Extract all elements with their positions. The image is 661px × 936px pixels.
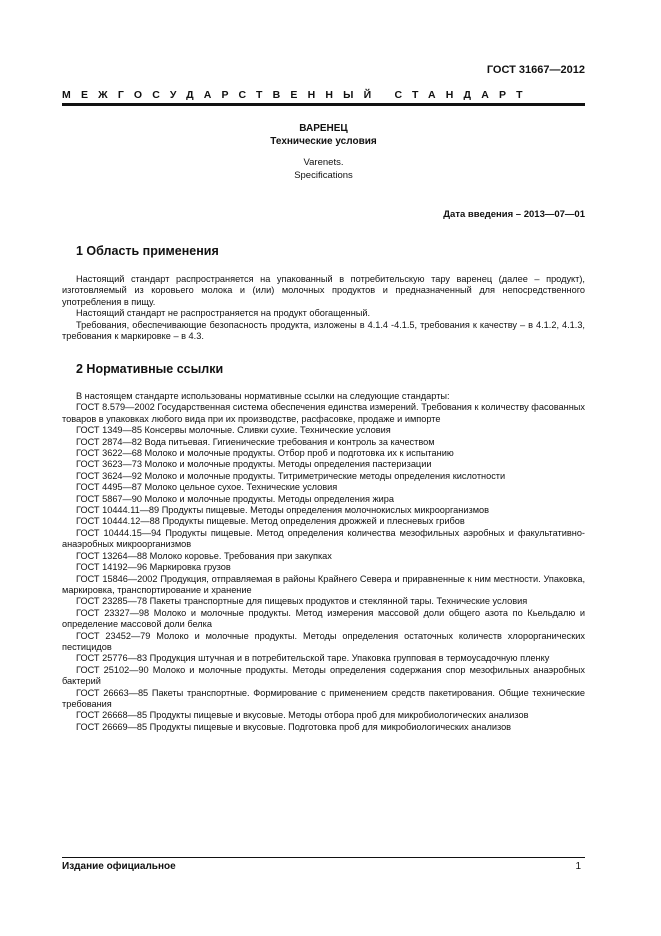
standard-type: МЕЖГОСУДАРСТВЕННЫЙ СТАНДАРТ bbox=[62, 89, 533, 101]
reference-item: ГОСТ 25102—90 Молоко и молочные продукты. Методы определения содержания спор мезофильных анаэробных бактерий bbox=[62, 664, 585, 687]
product-subtitle: Технические условия bbox=[270, 136, 377, 147]
reference-item: ГОСТ 15846—2002 Продукция, отправляемая в районы Крайнего Севера и приравненные к ним местности. Упаковка, маркировка, транспортирование и хранение bbox=[62, 573, 585, 595]
reference-item: ГОСТ 23327—98 Молоко и молочные продукты. Метод измерения массовой доли общего азота по Кьельдалю и определение массовой доли белка bbox=[62, 607, 585, 630]
intro-date: Дата введения – 2013—07—01 bbox=[443, 209, 585, 220]
reference-item: ГОСТ 10444.12—88 Продукты пищевые. Метод определения дрожжей и плесневых грибов bbox=[76, 516, 465, 527]
reference-item: ГОСТ 14192—96 Маркировка грузов bbox=[76, 562, 231, 573]
title-block-en bbox=[62, 156, 585, 182]
reference-item: ГОСТ 26668—85 Продукты пищевые и вкусовые. Методы отбора проб для микробиологических анализов bbox=[76, 710, 529, 721]
product-name-en: Varenets. bbox=[303, 157, 344, 168]
edition-label: Издание официальное bbox=[62, 861, 176, 872]
section1-body bbox=[62, 274, 585, 342]
reference-item: ГОСТ 3624—92 Молоко и молочные продукты. Титриметрические методы определения кислотности bbox=[76, 470, 506, 481]
reference-item: ГОСТ 25776—83 Продукция штучная и в потребительской таре. Упаковка групповая в термоусадочную пленку bbox=[76, 653, 550, 664]
reference-item: ГОСТ 10444.15—94 Продукты пищевые. Метод определения количества мезофильных аэробных и факультативно-анаэробных микроорганизмов bbox=[62, 527, 585, 550]
reference-item: ГОСТ 4495—87 Молоко цельное сухое. Технические условия bbox=[76, 482, 338, 493]
product-name: ВАРЕНЕЦ bbox=[299, 123, 348, 134]
page-number: 1 bbox=[575, 861, 581, 872]
reference-item: ГОСТ 3622—68 Молоко и молочные продукты. Отбор проб и подготовка их к испытанию bbox=[76, 448, 454, 459]
reference-item: ГОСТ 13264—88 Молоко коровье. Требования при закупках bbox=[76, 550, 332, 561]
paragraph: Требования, обеспечивающие безопасность продукта, изложены в 4.1.4 -4.1.5, требования к качеству – в 4.1.2, 4.1.3, требования к маркировке – в 4.3. bbox=[62, 319, 585, 342]
reference-item: ГОСТ 26663—85 Пакеты транспортные. Формирование с применением средств пакетирования. Общие технические требования bbox=[62, 687, 585, 709]
paragraph: Настоящий стандарт не распространяется на продукт обогащенный. bbox=[76, 308, 371, 319]
paragraph: В настоящем стандарте использованы нормативные ссылки на следующие стандарты: bbox=[76, 391, 450, 401]
reference-item: ГОСТ 5867—90 Молоко и молочные продукты. Методы определения жира bbox=[76, 493, 394, 504]
title-block bbox=[62, 122, 585, 148]
reference-item: ГОСТ 1349—85 Консервы молочные. Сливки сухие. Технические условия bbox=[76, 425, 391, 436]
product-subtitle-en: Specifications bbox=[294, 170, 353, 181]
paragraph: Настоящий стандарт распространяется на упакованный в потребительскую тару варенец (далее – продукт), изготовляемый из коровьего молока и (или) молочных продуктов и предназначенный для непосредственного употребления в пищу. bbox=[62, 274, 585, 307]
section2-heading: 2 Нормативные ссылки bbox=[76, 362, 224, 376]
reference-item: ГОСТ 3623—73 Молоко и молочные продукты. Методы определения пастеризации bbox=[76, 459, 432, 470]
reference-item: ГОСТ 26669—85 Продукты пищевые и вкусовые. Подготовка проб для микробиологических анализов bbox=[76, 721, 512, 732]
reference-item: ГОСТ 2874—82 Вода питьевая. Гигиенические требования и контроль за качеством bbox=[76, 436, 435, 447]
section2-body bbox=[62, 391, 585, 733]
gost-code: ГОСТ 31667—2012 bbox=[486, 64, 585, 76]
reference-item: ГОСТ 23285—78 Пакеты транспортные для пищевых продуктов и стеклянной тары. Технические условия bbox=[76, 596, 528, 607]
reference-item: ГОСТ 8.579—2002 Государственная система обеспечения единства измерений. Требования к количеству фасованных товаров в упаковках любого вида при их производстве, расфасовке, продаже и импорте bbox=[62, 402, 585, 424]
footer-rule bbox=[62, 857, 585, 858]
section1-heading: 1 Область применения bbox=[76, 244, 219, 258]
header-rule bbox=[62, 103, 585, 106]
reference-item: ГОСТ 10444.11—89 Продукты пищевые. Методы определения молочнокислых микроорганизмов bbox=[76, 505, 490, 516]
reference-item: ГОСТ 23452—79 Молоко и молочные продукты. Методы определения остаточных количеств хлорорганических пестицидов bbox=[62, 630, 585, 652]
